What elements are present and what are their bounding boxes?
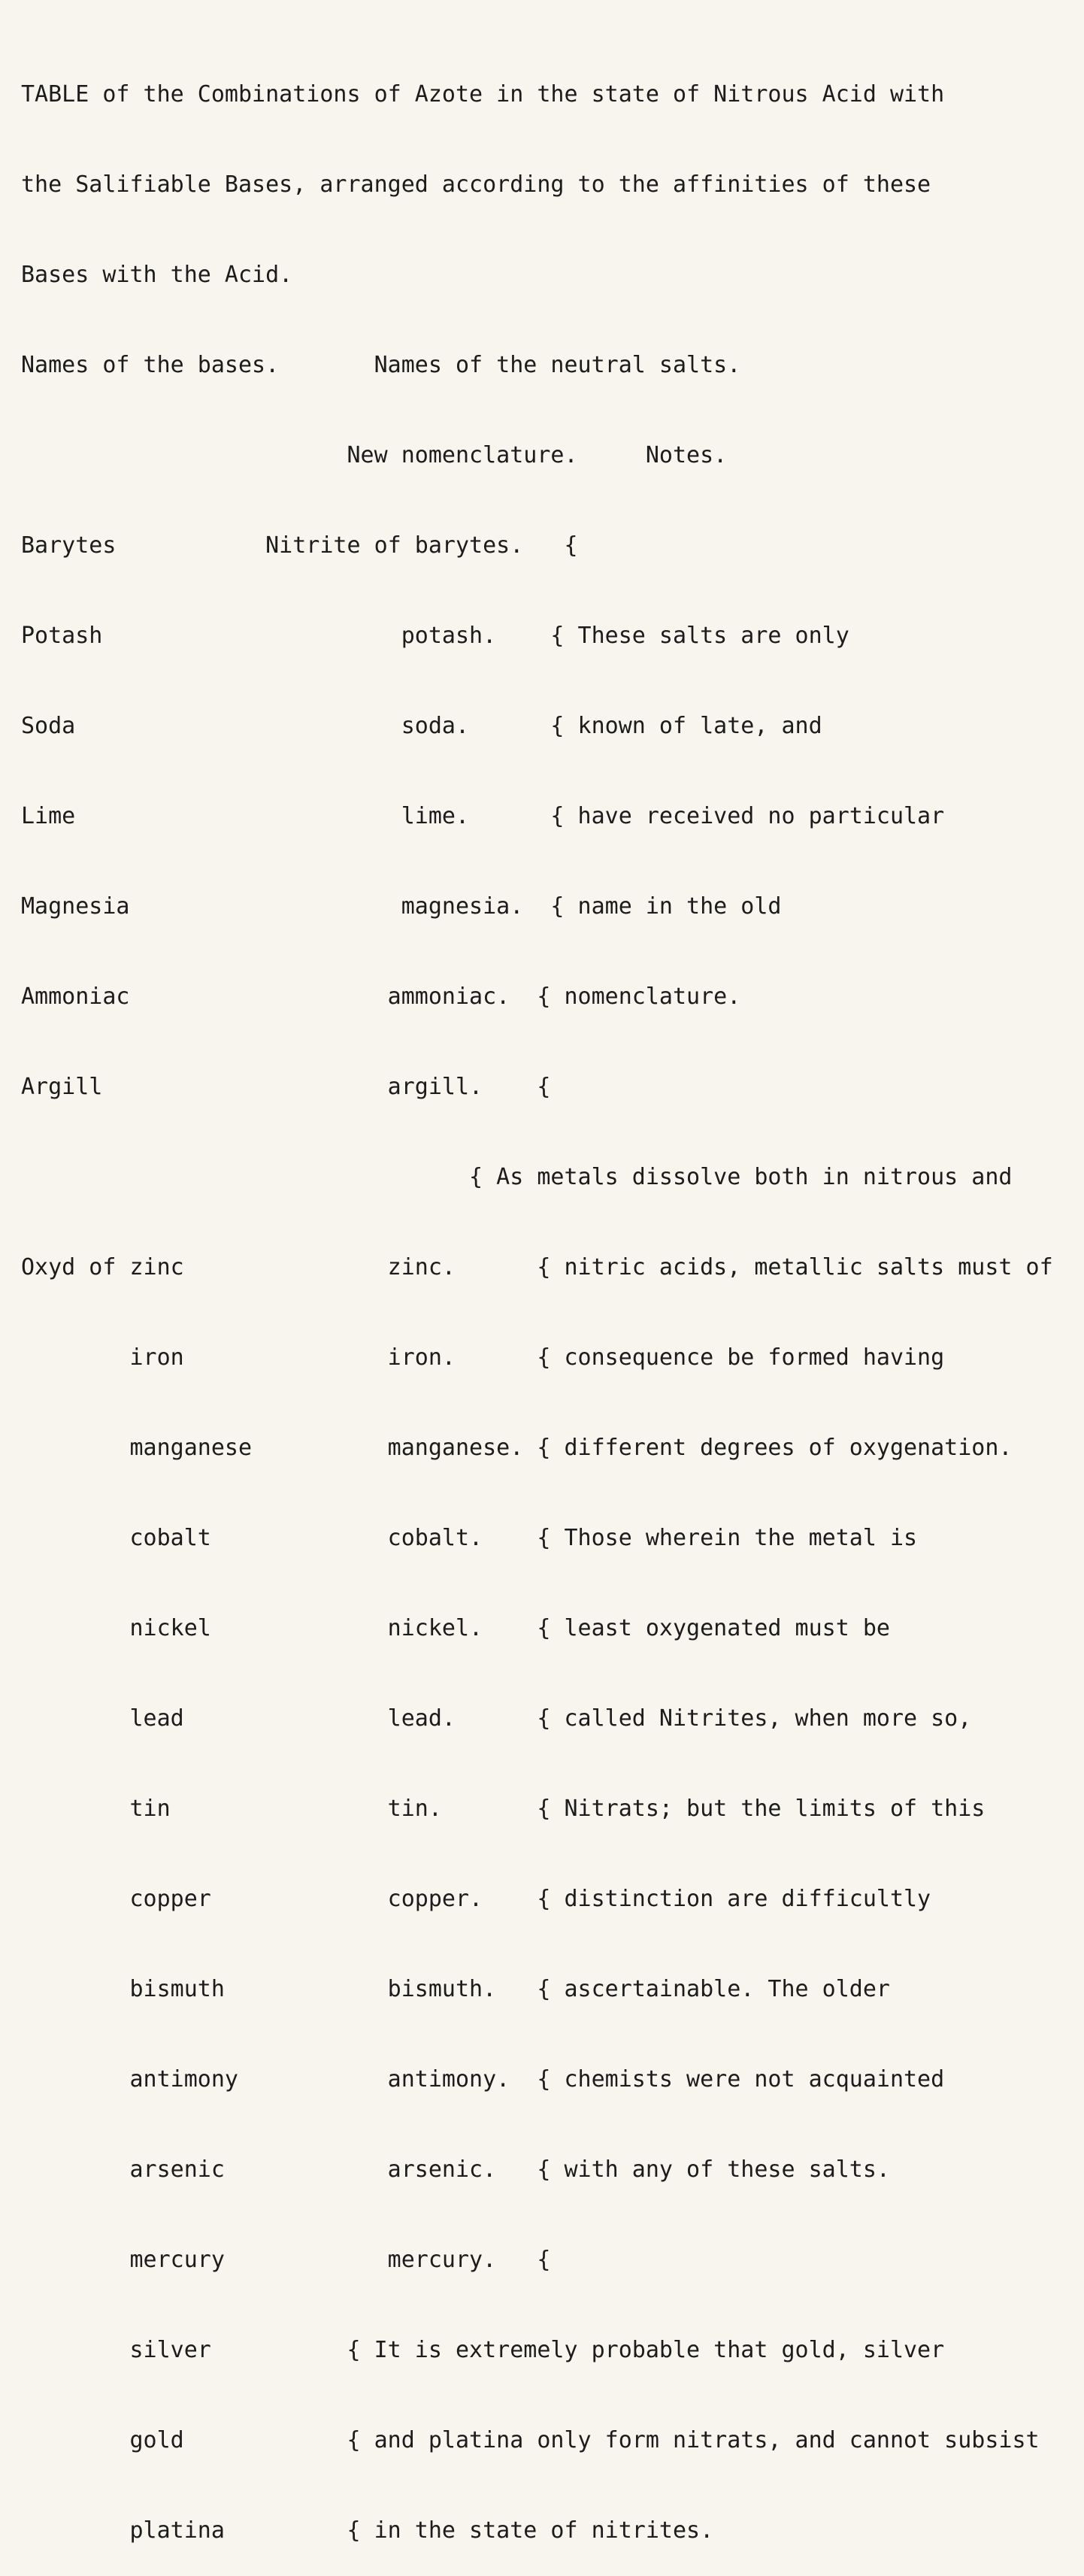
table-row: Soda soda. { known of late, and	[21, 713, 822, 739]
table-row: tin tin. { Nitrats; but the limits of this	[21, 1796, 986, 1822]
table-row: bismuth bismuth. { ascertainable. The older	[21, 1976, 890, 2002]
table-row: antimony antimony. { chemists were not acquainted	[21, 2066, 945, 2093]
table-row: platina { in the state of nitrites.	[21, 2517, 714, 2544]
table-row: Lime lime. { have received no particular	[21, 803, 945, 829]
table-row: silver { It is extremely probable that gold, silver	[21, 2337, 945, 2363]
table-row: gold { and platina only form nitrats, and cannot subsist	[21, 2427, 1040, 2453]
table-title-line-1: TABLE of the Combinations of Azote in the state of Nitrous Acid with	[21, 81, 945, 108]
column-header-line-1: Names of the bases. Names of the neutral salts.	[21, 352, 741, 378]
table-row: lead lead. { called Nitrites, when more so,	[21, 1705, 972, 1732]
table-row: nickel nickel. { least oxygenated must be	[21, 1615, 890, 1641]
table-row: Potash potash. { These salts are only	[21, 623, 849, 649]
table-row: mercury mercury. {	[21, 2247, 551, 2273]
table-row: Ammoniac ammoniac. { nomenclature.	[21, 983, 741, 1010]
table-row: cobalt cobalt. { Those wherein the metal is	[21, 1525, 918, 1551]
table-row: copper copper. { distinction are difficultly	[21, 1886, 931, 1912]
column-header-line-2: New nomenclature. Notes.	[21, 442, 728, 468]
table-title-line-2: the Salifiable Bases, arranged according to the affinities of these	[21, 171, 931, 198]
table-row: manganese manganese. { different degrees of oxygenation.	[21, 1435, 1013, 1461]
table-row: Barytes Nitrite of barytes. {	[21, 532, 578, 559]
table-row: Oxyd of zinc zinc. { nitric acids, metallic salts must of	[21, 1254, 1053, 1280]
table-title-line-3: Bases with the Acid.	[21, 262, 293, 288]
table-row: Argill argill. {	[21, 1074, 551, 1100]
table-row: Magnesia magnesia. { name in the old	[21, 893, 782, 920]
table-note-line: { As metals dissolve both in nitrous and	[21, 1164, 1013, 1190]
table-row: arsenic arsenic. { with any of these salts.	[21, 2156, 890, 2183]
document-text	[21, 20, 1053, 2576]
table-row: iron iron. { consequence be formed having	[21, 1344, 945, 1371]
